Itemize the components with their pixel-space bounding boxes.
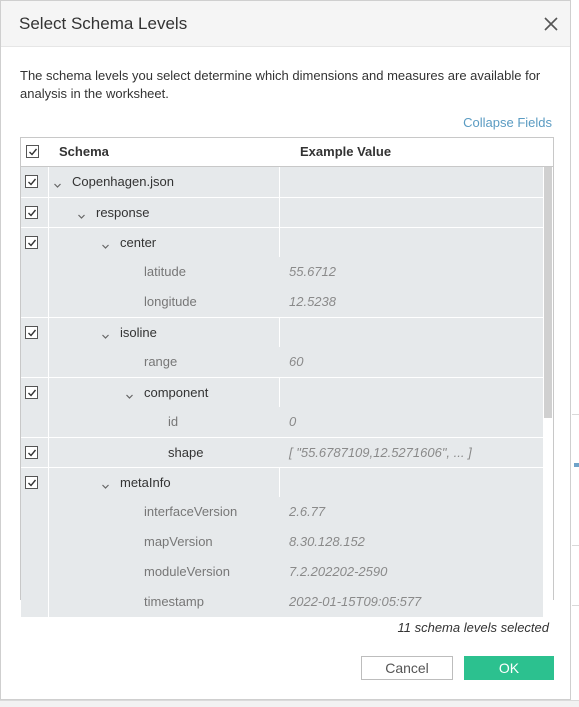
chevron-down-icon[interactable] bbox=[101, 478, 110, 487]
schema-row[interactable] bbox=[21, 287, 543, 317]
schema-row[interactable] bbox=[21, 227, 543, 257]
checkbox-cell bbox=[21, 587, 49, 617]
background-divider bbox=[572, 605, 579, 606]
schema-field-name: shape bbox=[168, 445, 204, 460]
schema-row[interactable] bbox=[21, 317, 543, 347]
checkbox-cell bbox=[21, 468, 49, 498]
schema-row[interactable] bbox=[21, 347, 543, 377]
ok-button[interactable]: OK bbox=[464, 656, 554, 680]
background-app-bottom bbox=[0, 700, 579, 707]
schema-field-name: response bbox=[96, 205, 150, 220]
schema-row[interactable] bbox=[21, 407, 543, 437]
schema-row[interactable] bbox=[21, 497, 543, 527]
checkbox-cell bbox=[21, 287, 49, 317]
schema-field-name: range bbox=[144, 354, 178, 369]
checkbox-cell bbox=[21, 557, 49, 587]
grid-header bbox=[21, 138, 553, 167]
column-header-schema[interactable]: Schema bbox=[59, 144, 109, 159]
scrollbar-thumb[interactable] bbox=[544, 167, 552, 418]
schema-row[interactable] bbox=[21, 167, 543, 197]
grid-scrollbar[interactable] bbox=[543, 167, 553, 600]
schema-grid bbox=[20, 137, 554, 609]
schema-row[interactable] bbox=[21, 587, 543, 617]
checkmark-icon bbox=[27, 208, 37, 218]
checkmark-icon bbox=[27, 388, 37, 398]
schema-level-checkbox[interactable] bbox=[25, 446, 38, 459]
cancel-button[interactable]: Cancel bbox=[361, 656, 453, 680]
schema-row[interactable] bbox=[21, 467, 543, 497]
checkbox-cell bbox=[21, 527, 49, 557]
chevron-down-icon[interactable] bbox=[125, 388, 134, 397]
dialog-description: The schema levels you select determine which dimensions and measures are available for analysis in the worksheet. bbox=[20, 68, 541, 101]
column-separator bbox=[279, 228, 280, 258]
schema-row[interactable] bbox=[21, 257, 543, 287]
schema-field-name: latitude bbox=[144, 264, 186, 279]
collapse-fields-link[interactable]: Collapse Fields bbox=[463, 115, 552, 130]
close-icon bbox=[541, 14, 561, 34]
checkbox-cell bbox=[21, 378, 49, 408]
schema-field-name: Copenhagen.json bbox=[72, 174, 174, 189]
checkbox-cell bbox=[21, 438, 49, 468]
schema-row[interactable] bbox=[21, 527, 543, 557]
column-separator bbox=[279, 378, 280, 408]
example-value: 2022-01-15T09:05:577 bbox=[289, 594, 422, 609]
schema-row[interactable] bbox=[21, 557, 543, 587]
schema-field-name: longitude bbox=[144, 294, 197, 309]
checkmark-icon bbox=[28, 147, 38, 157]
checkmark-icon bbox=[27, 177, 37, 187]
schema-level-checkbox[interactable] bbox=[25, 326, 38, 339]
chevron-down-icon[interactable] bbox=[101, 328, 110, 337]
checkbox-cell bbox=[21, 497, 49, 527]
schema-row[interactable] bbox=[21, 197, 543, 227]
example-value: 7.2.202202-2590 bbox=[289, 564, 388, 579]
column-separator bbox=[279, 468, 280, 498]
schema-level-checkbox[interactable] bbox=[25, 175, 38, 188]
column-separator bbox=[279, 318, 280, 348]
chevron-down-icon[interactable] bbox=[77, 208, 86, 217]
example-value: 55.6712 bbox=[289, 264, 336, 279]
example-value: 12.5238 bbox=[289, 294, 336, 309]
background-app-edge bbox=[572, 0, 579, 706]
schema-field-name: interfaceVersion bbox=[144, 504, 238, 519]
dialog-title: Select Schema Levels bbox=[19, 14, 188, 33]
schema-row[interactable] bbox=[21, 437, 543, 467]
column-separator bbox=[279, 167, 280, 197]
background-accent bbox=[574, 463, 579, 467]
checkbox-cell bbox=[21, 347, 49, 377]
background-divider bbox=[572, 414, 579, 415]
dialog-titlebar bbox=[1, 1, 570, 47]
schema-row[interactable] bbox=[21, 377, 543, 407]
column-separator bbox=[279, 198, 280, 228]
checkbox-cell bbox=[21, 167, 49, 197]
selection-status: 11 schema levels selected bbox=[397, 620, 549, 635]
example-value: 0 bbox=[289, 414, 297, 429]
example-value: 60 bbox=[289, 354, 304, 369]
close-button[interactable] bbox=[541, 14, 561, 34]
column-header-example-value[interactable]: Example Value bbox=[300, 144, 392, 159]
chevron-down-icon[interactable] bbox=[101, 238, 110, 247]
schema-level-checkbox[interactable] bbox=[25, 386, 38, 399]
checkbox-cell bbox=[21, 257, 49, 287]
checkmark-icon bbox=[27, 328, 37, 338]
schema-field-name: moduleVersion bbox=[144, 564, 230, 579]
schema-level-checkbox[interactable] bbox=[25, 476, 38, 489]
checkbox-cell bbox=[21, 407, 49, 437]
example-value: 8.30.128.152 bbox=[289, 534, 365, 549]
schema-field-name: center bbox=[120, 235, 157, 250]
checkmark-icon bbox=[27, 448, 37, 458]
schema-field-name: id bbox=[168, 414, 179, 429]
schema-field-name: component bbox=[144, 385, 209, 400]
select-all-checkbox[interactable] bbox=[26, 145, 39, 158]
schema-level-checkbox[interactable] bbox=[25, 236, 38, 249]
background-divider bbox=[572, 545, 579, 546]
chevron-down-icon[interactable] bbox=[53, 177, 62, 186]
checkmark-icon bbox=[27, 478, 37, 488]
checkmark-icon bbox=[27, 238, 37, 248]
schema-field-name: timestamp bbox=[144, 594, 204, 609]
schema-field-name: isoline bbox=[120, 325, 157, 340]
checkbox-cell bbox=[21, 198, 49, 228]
example-value: 2.6.77 bbox=[289, 504, 326, 519]
checkbox-cell bbox=[21, 228, 49, 258]
example-value: [ "55.6787109,12.5271606", ... ] bbox=[289, 445, 472, 460]
schema-field-name: mapVersion bbox=[144, 534, 213, 549]
schema-level-checkbox[interactable] bbox=[25, 206, 38, 219]
schema-field-name: metaInfo bbox=[120, 475, 171, 490]
checkbox-cell bbox=[21, 318, 49, 348]
